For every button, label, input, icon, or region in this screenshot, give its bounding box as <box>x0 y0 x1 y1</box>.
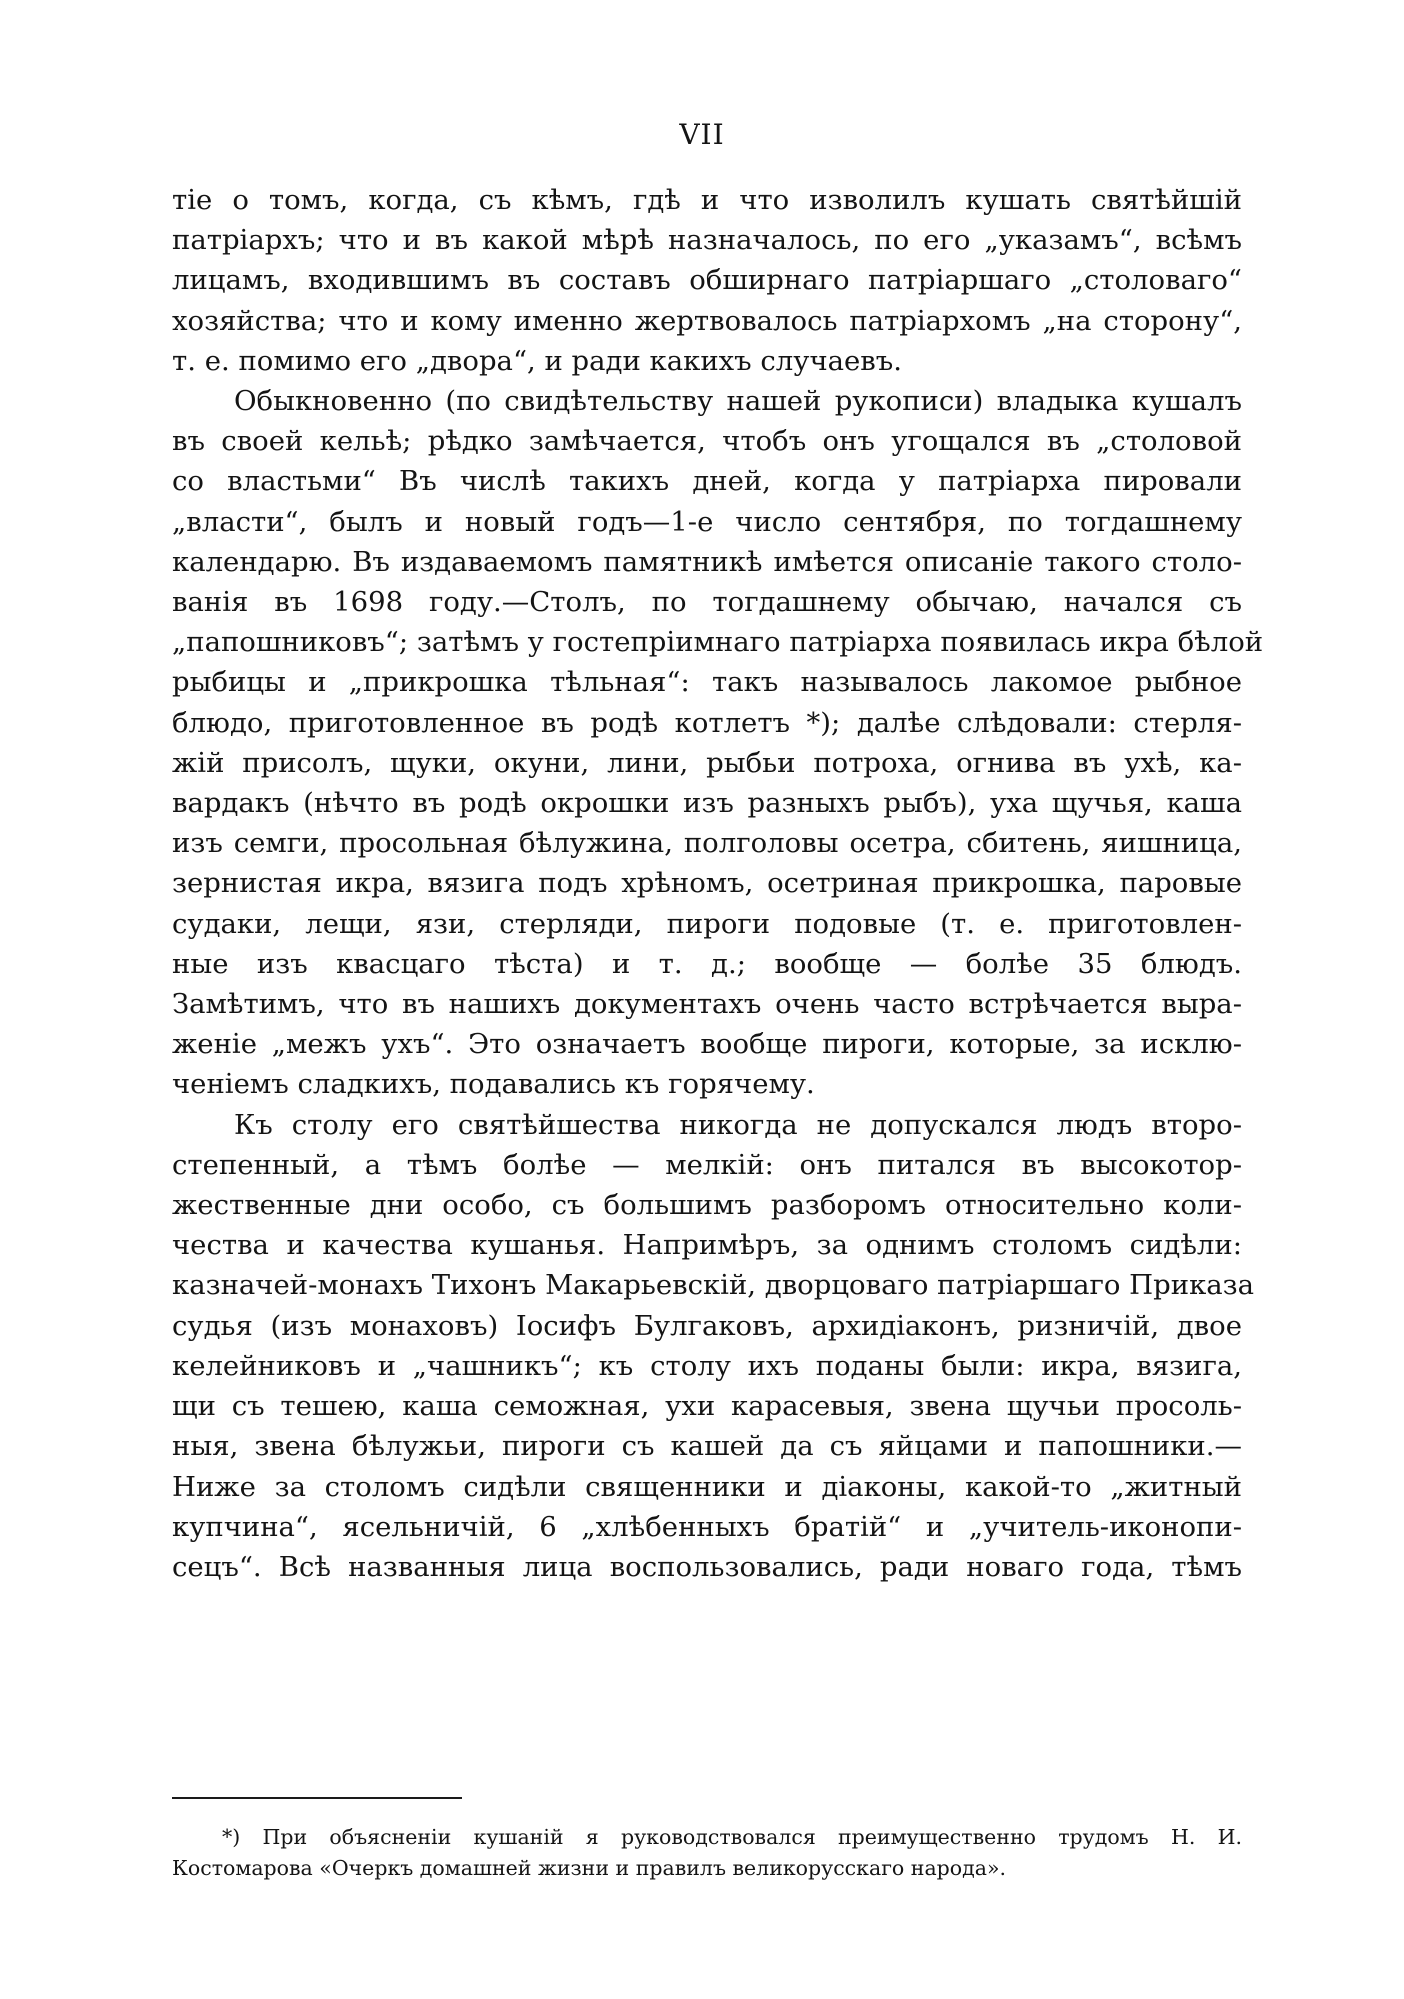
text-line: ные изъ квасцаго тѣста) и т. д.; вообще — болѣе 35 блюдъ. <box>172 947 1242 980</box>
text-line: чества и качества кушанья. Напримѣръ, за однимъ столомъ сидѣли: <box>172 1229 1242 1262</box>
text-line: Ниже за столомъ сидѣли священники и діаконы, какой-то „житный <box>172 1470 1242 1503</box>
text-line: казначей-монахъ Тихонъ Макарьевскій, дворцоваго патріаршаго Приказа <box>172 1269 1255 1302</box>
text-line: зернистая икра, вязига подъ хрѣномъ, осетриная прикрошка, паровые <box>172 867 1242 900</box>
text-line: Замѣтимъ, что въ нашихъ документахъ очень часто встрѣчается выра- <box>172 988 1242 1021</box>
text-line: блюдо, приготовленное въ родѣ котлетъ *); далѣе слѣдовали: стерля- <box>172 706 1242 739</box>
text-line: купчина“, ясельничій, 6 „хлѣбенныхъ братій“ и „учитель-иконопи- <box>172 1510 1242 1543</box>
text-line: жественные дни особо, съ большимъ разборомъ относительно коли- <box>172 1189 1242 1222</box>
text-line: сецъ“. Всѣ названныя лица воспользовались, ради новаго года, тѣмъ <box>172 1550 1242 1583</box>
text-line: календарю. Въ издаваемомъ памятникѣ имѣется описаніе такого столо- <box>172 545 1242 578</box>
text-line: со властьми“ Въ числѣ такихъ дней, когда у патріарха пировали <box>172 465 1242 498</box>
text-line: лицамъ, входившимъ въ составъ обширнаго патріаршаго „столоваго“ <box>172 264 1242 297</box>
text-line: судаки, лещи, язи, стерляди, пироги подовые (т. е. приготовлен- <box>172 907 1242 940</box>
text-line: ныя, звена бѣлужьи, пироги съ кашей да съ яйцами и папошники.— <box>172 1430 1242 1463</box>
text-line: „папошниковъ“; затѣмъ у гостепріимнаго патріарха появилась икра бѣлой <box>172 626 1264 659</box>
text-line: судья (изъ монаховъ) Іосифъ Булгаковъ, архидіаконъ, ризничій, двое <box>172 1309 1242 1342</box>
text-line: ченіемъ сладкихъ, подавались къ горячему. <box>172 1068 815 1101</box>
paragraph-start-line: Къ столу его святѣйшества никогда не допускался людъ второ- <box>234 1108 1242 1141</box>
paragraph-start-line: Обыкновенно (по свидѣтельству нашей рукописи) владыка кушалъ <box>234 385 1242 418</box>
footnote <box>172 1822 1242 1884</box>
text-line: рыбицы и „прикрошка тѣльная“: такъ называлось лакомое рыбное <box>172 666 1242 699</box>
text-line: щи съ тешею, каша семожная, ухи карасевыя, звена щучьи просоль- <box>172 1390 1242 1423</box>
text-line: изъ семги, просольная бѣлужина, полголовы осетра, сбитень, яишница, <box>172 827 1242 860</box>
footnote-separator <box>172 1797 462 1799</box>
footnote-line: *) При объясненіи кушаній я руководствовался преимущественно трудомъ Н. И. <box>222 1825 1242 1849</box>
footnote-line: Костомарова «Очеркъ домашней жизни и правилъ великорусскаго народа». <box>172 1856 1007 1880</box>
text-line: патріархъ; что и въ какой мѣрѣ назначалось, по его „указамъ“, всѣмъ <box>172 224 1242 257</box>
page-number: VII <box>679 118 725 151</box>
text-line: тіе о томъ, когда, съ кѣмъ, гдѣ и что изволилъ кушать святѣйшій <box>172 184 1242 216</box>
text-line: вардакъ (нѣчто въ родѣ окрошки изъ разныхъ рыбъ), уха щучья, каша <box>172 787 1242 820</box>
text-line: женіе „межъ ухъ“. Это означаетъ вообще пироги, которые, за исклю- <box>172 1028 1242 1061</box>
body-text <box>172 180 1264 1587</box>
text-line: т. е. помимо его „двора“, и ради какихъ случаевъ. <box>172 344 903 377</box>
text-line: жій присолъ, щуки, окуни, лини, рыбьи потроха, огнива въ ухѣ, ка- <box>172 746 1242 779</box>
text-line: степенный, а тѣмъ болѣе — мелкій: онъ питался въ высокотор- <box>172 1148 1242 1181</box>
text-line: келейниковъ и „чашникъ“; къ столу ихъ поданы были: икра, вязига, <box>172 1349 1242 1382</box>
text-line: ванія въ 1698 году.—Столъ, по тогдашнему обычаю, начался съ <box>172 586 1242 619</box>
text-line: хозяйства; что и кому именно жертвовалось патріархомъ „на сторону“, <box>172 304 1242 337</box>
text-line: „власти“, былъ и новый годъ—1-е число сентября, по тогдашнему <box>172 505 1242 538</box>
text-line: въ своей кельѣ; рѣдко замѣчается, чтобъ онъ угощался въ „столовой <box>172 425 1242 458</box>
